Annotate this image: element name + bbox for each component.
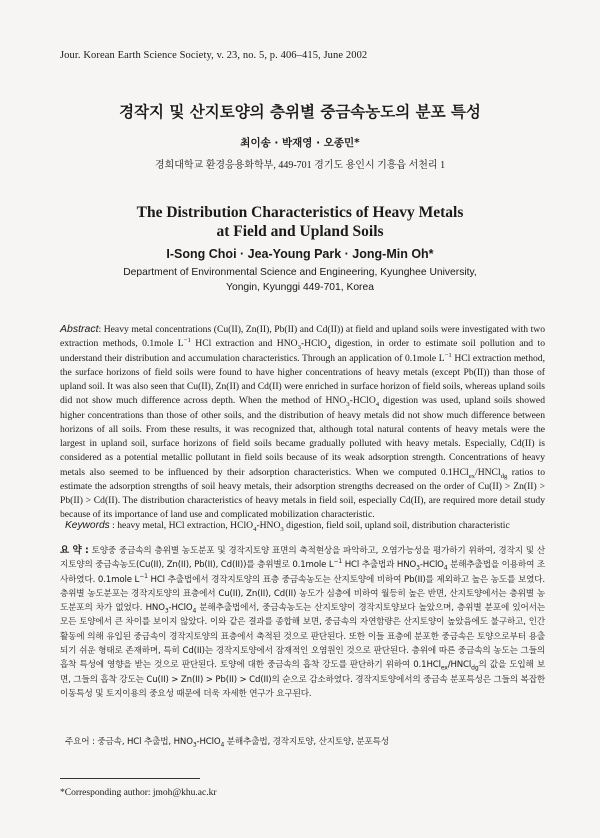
corresponding-author-footnote: *Corresponding author: jmoh@khu.ac.kr <box>60 788 217 798</box>
abstract-sub: 3 <box>346 401 350 409</box>
keywords-sub: 3 <box>280 525 284 533</box>
abstract-sup: −1 <box>183 337 191 345</box>
english-affiliation <box>0 266 600 295</box>
english-title <box>0 203 600 241</box>
english-authors: I-Song Choi · Jea-Young Park · Jong-Min Oh* <box>166 247 434 261</box>
korean-abstract-text: 분해추출법에서, 중금속농도는 산지토양이 경작지토양보다 높았으며, 층위별 분포에 있어서는 모든 토양에서 큰 차이를 보이지 않았다. 이와 같은 결과를 종합해 보면, 중금속의 자연함량은 산지토양이 높았음에도 불구하고, 인간활동에 의해 유입된 중금속이 경작지토양의 표층에서 축적된 것으로 판단된다. 또한 이들 표층에 분포한 중금속은 토양으로부터 용출되기 쉬운 형태로 존재하며, 특히 Cd(II)는 경작지토양에서 잠재적인 오염원인 것으로 판단된다. 층위에 따른 중금속의 농도는 그들의 흡착 특성에 영향을 받는 것으로 판단된다. 토양에 대한 중금속의 흡착 강도를 판단하기 위하여 0.1HCl <box>60 603 545 671</box>
korean-abstract-sub: dg <box>471 665 479 673</box>
korean-abstract-text: 토양중 중금속의 층위별 농도분포 및 경작지토양 표면의 축적현상을 파악하고, 오염가능성을 평가하기 위하여, 경작지 및 산지토양의 중금속농도(Cu(II), Zn(II), Pb(II), Cd(II))를 층위별로 0.1mole L <box>60 546 545 571</box>
abstract-sub: 3 <box>297 344 301 352</box>
footnote-divider <box>60 778 200 779</box>
korean-keywords-text: 분해추출법, 경작지토양, 산지토양, 분포특성 <box>224 737 389 747</box>
keywords-text: : heavy metal, HCl extraction, HClO <box>109 520 254 531</box>
keywords-label: Keywords <box>65 520 110 531</box>
korean-abstract-sub: 3 <box>164 607 169 615</box>
english-keywords <box>65 519 550 533</box>
abstract-text: digestion was used, upland soils showed higher concentrations than those of other soils, and the distribution of heavy metals did not show much difference between horizons of all soils. From these results, it was recognized that, although total natural contents of heavy metals were the largest in upland soil, surface horizons of field soils became gradually polluted with heavy metals. Especially, Cd(II) is considered as a potential metallic pollutant in field soils because of its weak adsorption strength. Concentrations of heavy metals also seemed to be influenced by their adsorption characteristics. When we computed 0.1HCl <box>60 395 545 478</box>
korean-abstract-text: HCl 추출법에서 경작지토양의 표층 중금속농도는 산지토양에 비하여 Pb(II)를 제외하고 높은 농도를 보였다. 층위별 농도분포는 경작지토양의 표층에서 Cu(II), Zn(II), Cd(II) 농도가 심층에 비하여 월등히 높은 반면, 산지토양에서는 층위별 농도분포의 차가 없었다. HNO <box>60 574 545 614</box>
abstract-text: digestion, in order to estimate soil pollution and to understand their distribution and accumulation characteristics. Through an application of 0.1mole L <box>60 338 545 364</box>
korean-keywords-sub: 4 <box>220 741 225 749</box>
korean-abstract-sub: 4 <box>192 607 197 615</box>
abstract-label: Abstract <box>60 323 99 335</box>
korean-affiliation: 경희대학교 환경응용화학부, 449-701 경기도 용인시 기흥읍 서천리 1 <box>154 160 446 171</box>
korean-abstract-text: -HClO <box>168 603 193 614</box>
korean-keywords-label: 주요어 : <box>65 737 95 747</box>
korean-abstract-sub: 4 <box>443 565 448 573</box>
keywords-sub: 4 <box>253 525 257 533</box>
abstract-sub: 4 <box>375 401 380 409</box>
korean-abstract-text: 의 값을 도입해 보면, 그들의 흡착 강도는 Cu(II) > Zn(II) > Pb(II) > Cd(II)의 순으로 감소하였다. 경작지토양에서의 중금속 분포특성은 그들의 복잡한 이동특성 및 토지이용의 중요성 때문에 더욱 자세한 연구가 요구된다. <box>60 660 545 699</box>
abstract-sub: dg <box>500 472 508 480</box>
korean-abstract-text: -HClO <box>419 560 444 571</box>
korean-keywords <box>65 735 550 747</box>
abstract-text: ratios to estimate the adsorption strengths of soil heavy metals, their adsorption strengths decreased on the order of Cu(II) > Zn(II) > Pb(II) > Cd(II). The distribution characteristics of heavy metals in field soil, especially Cd(II), are required more detail study because of its importance of land use and complicated mobilization characteristic. <box>60 466 546 521</box>
abstract-sub: ex <box>468 472 476 480</box>
abstract-text: -HClO <box>300 338 328 350</box>
korean-title: 경작지 및 산지토양의 층위별 중금속농도의 분포 특성 <box>119 103 481 121</box>
abstract-text: -HClO <box>349 395 376 407</box>
journal-citation: Jour. Korean Earth Science Society, v. 23, no. 5, p. 406–415, June 2002 <box>60 50 368 61</box>
korean-keywords-text: -HClO <box>196 737 221 747</box>
korean-abstract-text: HCl 추출법과 HNO <box>342 560 417 571</box>
korean-abstract-sup: −1 <box>333 558 343 566</box>
korean-abstract-label: 요 약 : <box>60 545 89 556</box>
korean-abstract-text: 분해추출법을 이용하여 조사하였다. 0.1mole L <box>60 560 545 585</box>
korean-abstract-sub: 3 <box>416 565 420 573</box>
korean-abstract <box>60 544 545 701</box>
korean-keywords-text: 중금속, HCl 추출법, HNO <box>94 737 193 747</box>
keywords-text: digestion, field soil, upland soil, distribution characteristic <box>283 520 510 531</box>
abstract-sub: 4 <box>327 344 331 352</box>
english-affiliation-line-1: Department of Environmental Science and Engineering, Kyunghee University, <box>123 267 477 278</box>
abstract-text: /HNCl <box>475 466 501 478</box>
korean-authors: 최이송 · 박재영 · 오종민* <box>240 137 360 149</box>
korean-abstract-sub: ex <box>440 665 448 673</box>
english-title-line-1: The Distribution Characteristics of Heavy Metals <box>136 204 464 221</box>
abstract-sup: −1 <box>444 351 452 359</box>
korean-abstract-sup: −1 <box>139 572 148 580</box>
english-abstract <box>60 322 545 523</box>
abstract-text: HCl extraction and HNO <box>190 338 298 350</box>
korean-keywords-sub: 3 <box>192 741 197 749</box>
english-affiliation-line-2: Yongin, Kyunggi 449-701, Korea <box>226 281 374 293</box>
abstract-text: HCl extraction method, the surface horizons of field soils were found to have higher concentrations of heavy metals (except Pb(II)) than those of upland soil. It was also seen that Cu(II), Zn(II) and Cd(II) were enriched in surface horizon of field soils, whereas upland soils did not show much difference across depth. When the method of HNO <box>60 352 545 407</box>
korean-abstract-text: /HNCl <box>447 660 472 671</box>
abstract-text: : Heavy metal concentrations (Cu(II), Zn(II), Pb(II) and Cd(II)) at field and upland soils were investigated with two extraction methods, 0.1mole L <box>60 324 545 350</box>
english-title-line-2: at Field and Upland Soils <box>216 223 384 240</box>
keywords-text: -HNO <box>256 520 281 531</box>
